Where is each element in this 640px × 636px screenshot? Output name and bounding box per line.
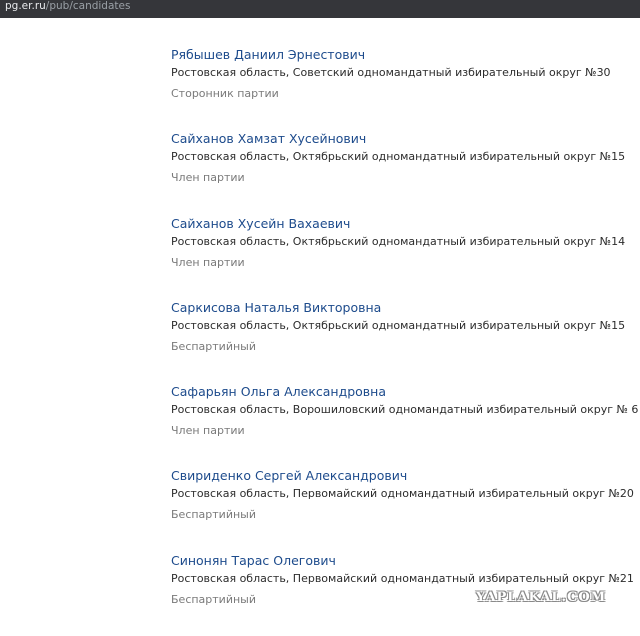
candidate-name-link[interactable]: Сайханов Хамзат Хусейнович (171, 131, 367, 147)
candidate-status: Сторонник партии (171, 87, 279, 100)
candidate-status: Беспартийный (171, 508, 257, 522)
candidate-item (171, 383, 639, 467)
candidate-name-link[interactable]: Саркисова Наталья Викторовна (171, 299, 382, 315)
candidate-list (171, 46, 639, 636)
candidate-item (171, 215, 631, 299)
candidate-name-link[interactable]: Синонян Тарас Олегович (171, 552, 336, 568)
url-domain: pg.er.ru (5, 0, 46, 12)
candidate-status: Беспартийный (171, 339, 257, 353)
candidate-item (171, 299, 631, 383)
candidate-name-link[interactable]: Сафарьян Ольга Александровна (171, 384, 387, 400)
candidate-item (171, 467, 634, 551)
candidate-name-link[interactable]: Сайханов Хусейн Вахаевич (171, 215, 351, 231)
candidate-district: Ростовская область, Октябрьский одномандатный избирательный округ №15 (171, 318, 626, 332)
candidate-district: Ростовская область, Первомайский одномандатный избирательный округ №20 (171, 487, 634, 501)
url-path: /pub/candidates (45, 0, 131, 12)
address-bar[interactable] (0, 0, 640, 18)
candidate-district: Ростовская область, Первомайский одномандатный избирательный округ №21 (171, 571, 634, 585)
candidate-district: Ростовская область, Ворошиловский одномандатный избирательный округ № 6 (171, 403, 639, 417)
candidate-name-link[interactable]: Свириденко Сергей Александрович (171, 468, 408, 484)
watermark: YAPLAKAL.COM (476, 590, 607, 605)
candidate-item (171, 46, 631, 130)
candidate-status: Член партии (171, 255, 245, 269)
candidate-district: Ростовская область, Октябрьский одномандатный избирательный округ №14 (171, 234, 626, 248)
candidate-district: Ростовская область, Советский одномандатный избирательный округ №30 (171, 66, 611, 79)
candidate-name-link[interactable]: Рябышев Даниил Эрнестович (171, 47, 366, 62)
candidate-district: Ростовская область, Октябрьский одномандатный избирательный округ №15 (171, 150, 626, 164)
candidate-status: Беспартийный (171, 592, 257, 606)
candidate-item (171, 130, 631, 214)
candidate-status: Член партии (171, 171, 245, 185)
candidate-status: Член партии (171, 424, 245, 438)
